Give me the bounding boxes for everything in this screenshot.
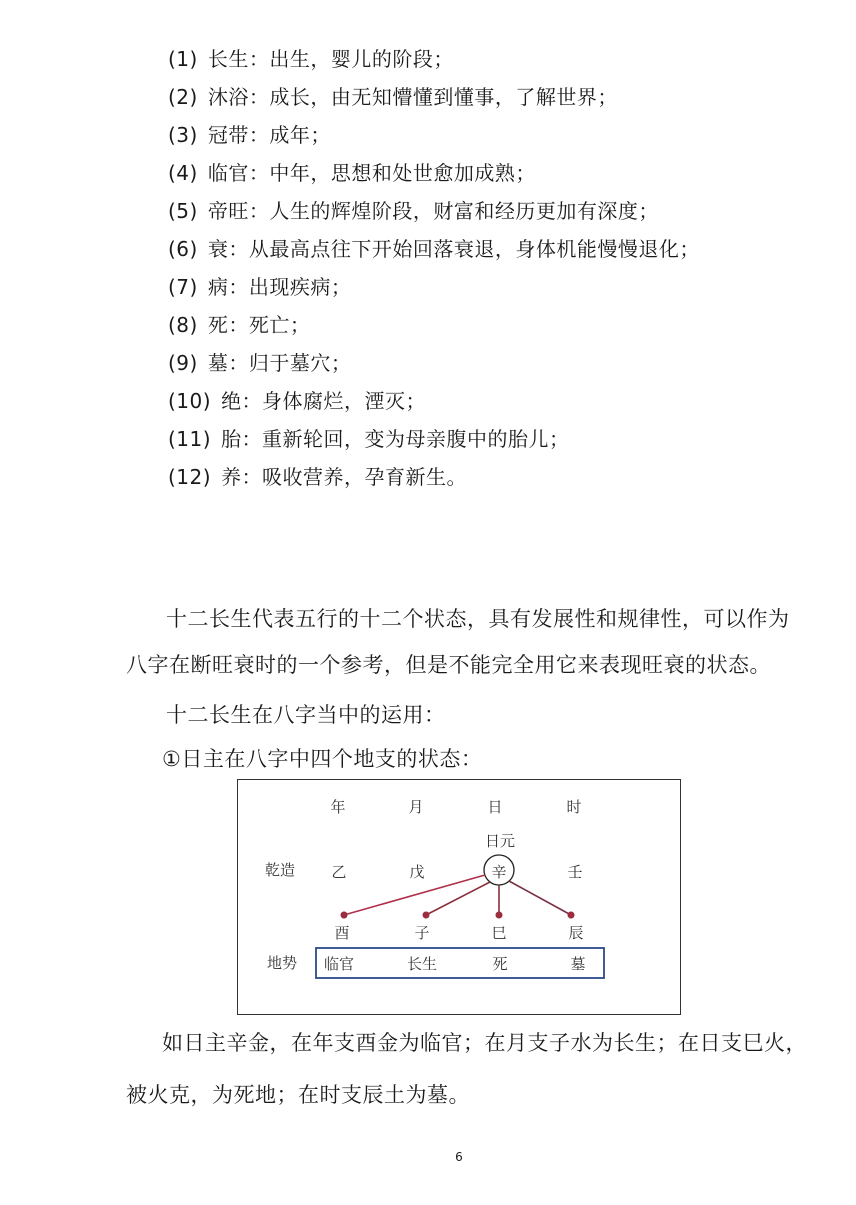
- list-item: (11) 胎：重新轮回，变为母亲腹中的胎儿；: [168, 427, 570, 451]
- row-label-states: 地势: [266, 954, 298, 972]
- branch-month: 子: [414, 924, 430, 942]
- stem-hour: 壬: [567, 863, 583, 881]
- paragraph-1-line-1: 十二长生代表五行的十二个状态，具有发展性和规律性，可以作为: [166, 607, 790, 631]
- list-item: (4) 临官：中年，思想和处世愈加成熟；: [168, 161, 536, 185]
- state-day: 死: [492, 955, 508, 973]
- state-box: [316, 948, 604, 978]
- state-month: 长生: [406, 955, 438, 973]
- paragraph-4-line-2: 被火克，为死地；在时支辰土为墓。: [126, 1083, 470, 1107]
- paragraph-4-line-1: 如日主辛金，在年支酉金为临官；在月支子水为长生；在日支巳火，: [162, 1031, 807, 1055]
- branch-day: 巳: [491, 924, 507, 942]
- state-year: 临官: [323, 955, 355, 973]
- row-label-stems: 乾造: [264, 861, 296, 879]
- arrow-to-month-branch: [426, 882, 490, 915]
- stem-day: 辛: [491, 863, 507, 881]
- branch-year: 酉: [334, 924, 350, 942]
- day-master-label: 日元: [484, 832, 516, 850]
- list-item: (8) 死：死亡；: [168, 313, 311, 337]
- diagram-lines: [238, 780, 682, 1016]
- list-item: (10) 绝：身体腐烂，湮灭；: [168, 389, 427, 413]
- list-item: (12) 养：吸收营养，孕育新生。: [168, 465, 468, 489]
- twelve-stages-list: [168, 44, 700, 500]
- column-hour: 时: [566, 798, 582, 816]
- state-hour: 墓: [570, 955, 586, 973]
- list-item: (1) 长生：出生，婴儿的阶段；: [168, 47, 454, 71]
- column-month: 月: [408, 798, 424, 816]
- list-item: (2) 沐浴：成长，由无知懵懂到懂事，了解世界；: [168, 85, 618, 109]
- paragraph-1-line-2: 八字在断旺衰时的一个参考，但是不能完全用它来表现旺衰的状态。: [126, 653, 771, 677]
- column-day: 日: [487, 798, 503, 816]
- stem-year: 乙: [331, 863, 347, 881]
- column-year: 年: [330, 798, 346, 816]
- list-item: (6) 衰：从最高点往下开始回落衰退，身体机能慢慢退化；: [168, 237, 700, 261]
- list-item: (7) 病：出现疾病；: [168, 275, 352, 299]
- list-item: (9) 墓：归于墓穴；: [168, 351, 352, 375]
- arrow-to-hour-branch: [509, 881, 571, 915]
- sub-heading: ①日主在八字中四个地支的状态：: [162, 747, 483, 771]
- section-heading: 十二长生在八字当中的运用：: [166, 703, 446, 727]
- list-item: (5) 帝旺：人生的辉煌阶段，财富和经历更加有深度；: [168, 199, 659, 223]
- bazi-diagram: [237, 779, 681, 1015]
- stem-month: 戊: [409, 863, 425, 881]
- branch-hour: 辰: [568, 924, 584, 942]
- list-item: (3) 冠带：成年；: [168, 123, 331, 147]
- page-number: 6: [455, 1150, 463, 1164]
